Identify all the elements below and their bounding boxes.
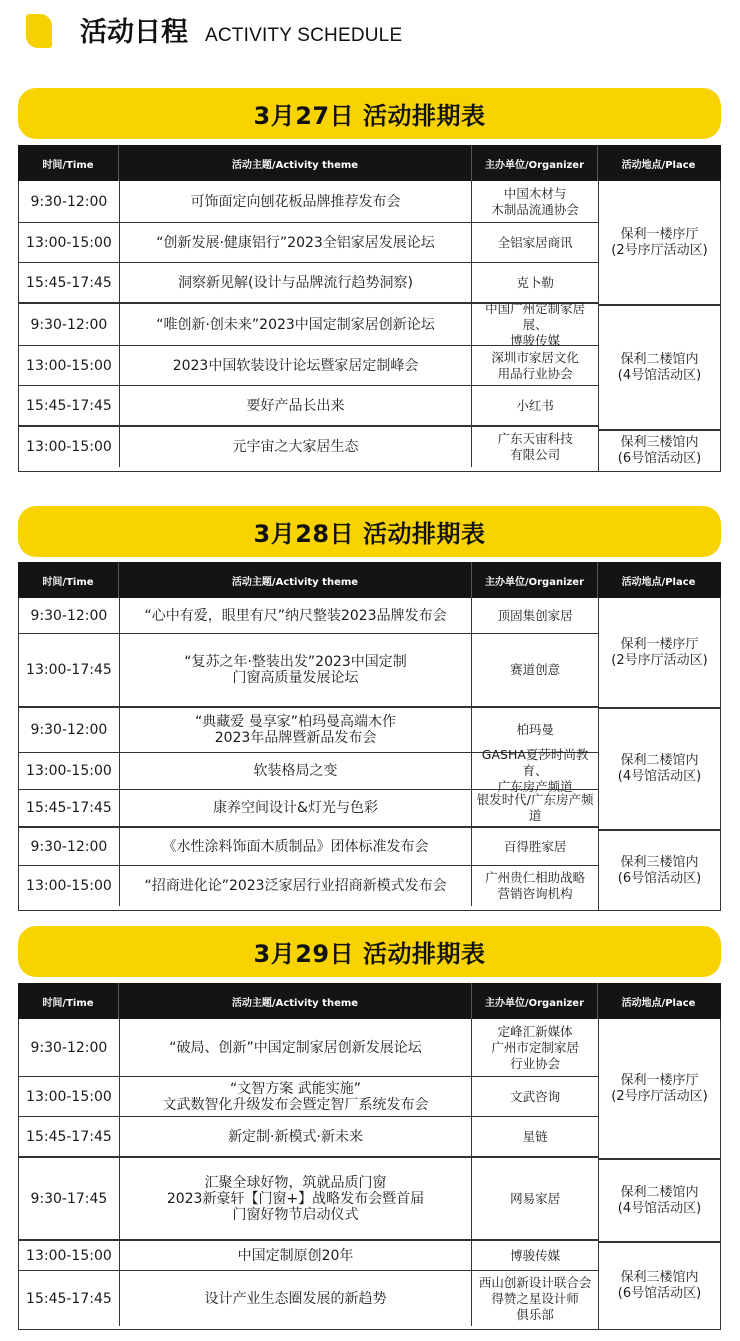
column-header-place: 活动地点/Place <box>621 576 696 588</box>
table-row <box>19 222 598 262</box>
column-header-theme: 活动主题/Activity theme <box>119 145 472 181</box>
time-cell: 13:00-15:00 <box>19 427 120 467</box>
time-cell: 15:45-17:45 <box>19 790 120 826</box>
organizer-cell: 柏玛曼 <box>516 722 554 737</box>
venue-group <box>19 181 598 302</box>
place-cell: 保利二楼馆内 (4号馆活动区) <box>599 1158 720 1241</box>
organizer-cell: 文武咨询 <box>510 1088 561 1104</box>
schedule-rows <box>19 1019 599 1329</box>
venue-group <box>19 1239 598 1326</box>
column-header-place: 活动地点/Place <box>621 159 696 171</box>
organizer-cell: 赛道创意 <box>510 662 561 677</box>
place-cell: 保利一楼序厅 (2号序厅活动区) <box>611 1072 708 1104</box>
table-header <box>18 145 721 181</box>
table-body <box>18 1019 721 1330</box>
place-cell: 保利一楼序厅 (2号序厅活动区) <box>611 226 708 258</box>
venue-group <box>19 1156 598 1239</box>
page-subtitle: ACTIVITY SCHEDULE <box>205 25 403 46</box>
place-column <box>599 598 720 910</box>
schedule-table <box>18 562 721 911</box>
theme-cell: 可饰面定向刨花板品牌推荐发布会 <box>120 181 472 222</box>
column-header-theme: 活动主题/Activity theme <box>119 562 472 598</box>
organizer-cell: 中国木材与 木制品流通协会 <box>491 185 579 217</box>
time-cell: 9:30-12:00 <box>19 598 120 633</box>
table-row <box>19 747 598 794</box>
organizer-cell: 定峰汇新媒体 广州市定制家居 行业协会 <box>491 1023 579 1071</box>
theme-cell: 软装格局之变 <box>120 753 472 789</box>
table-body <box>18 598 721 911</box>
day-banner: 3月27日 活动排期表 <box>18 88 721 139</box>
table-header <box>18 983 721 1019</box>
day-banner: 3月28日 活动排期表 <box>18 506 721 557</box>
column-header-time: 时间/Time <box>18 983 119 1019</box>
place-column <box>599 1019 720 1329</box>
organizer-cell: 星链 <box>522 1128 548 1144</box>
schedule-table <box>18 983 721 1330</box>
place-cell: 保利二楼馆内 (4号馆活动区) <box>599 304 720 429</box>
table-row <box>19 300 598 348</box>
table-row <box>19 385 598 425</box>
place-cell: 保利三楼馆内 (6号馆活动区) <box>599 1241 720 1329</box>
column-header-organizer: 主办单位/Organizer <box>472 983 598 1019</box>
theme-cell: 元宇宙之大家居生态 <box>120 427 472 467</box>
column-header-organizer: 主办单位/Organizer <box>472 562 598 598</box>
time-cell: 13:00-15:00 <box>19 223 120 262</box>
theme-cell: 要好产品长出来 <box>120 386 472 425</box>
table-row <box>19 633 598 706</box>
time-cell: 9:30-17:45 <box>19 1158 120 1239</box>
table-row <box>19 1158 598 1239</box>
theme-cell: 2023中国软装设计论坛暨家居定制峰会 <box>120 346 472 385</box>
page-title: 活动日程 <box>80 17 188 48</box>
theme-cell: 康养空间设计&灯光与色彩 <box>120 790 472 826</box>
column-header-time: 时间/Time <box>18 562 119 598</box>
table-row <box>19 1019 598 1076</box>
venue-group <box>19 302 598 425</box>
table-row <box>19 828 598 865</box>
time-cell: 9:30-12:00 <box>19 1019 120 1076</box>
table-row <box>19 1116 598 1156</box>
organizer-cell: 广东天宙科技 有限公司 <box>497 431 573 462</box>
page-header <box>0 0 740 72</box>
yellow-tab-icon <box>26 14 52 48</box>
schedule-table <box>18 145 721 472</box>
organizer-cell: GASHA夏莎时尚教育、 广东房产频道 <box>481 747 589 794</box>
time-cell: 15:45-17:45 <box>19 1271 120 1326</box>
organizer-cell: 顶固集创家居 <box>497 607 573 623</box>
time-cell: 13:00-15:00 <box>19 753 120 789</box>
theme-cell: “唯创新·创未来”2023中国定制家居创新论坛 <box>120 304 472 345</box>
theme-cell: “典藏爱 曼享家”柏玛曼高端木作 2023年品牌暨新品发布会 <box>120 708 472 752</box>
place-cell: 保利二楼馆内 (4号馆活动区) <box>599 707 720 829</box>
table-row <box>19 345 598 385</box>
theme-cell: 中国定制原创20年 <box>120 1241 472 1270</box>
organizer-cell: 西山创新设计联合会 得赞之星设计师 俱乐部 <box>478 1274 592 1322</box>
organizer-cell: 博骏传媒 <box>510 1247 561 1263</box>
theme-cell: “招商进化论”2023泛家居行业招商新模式发布会 <box>120 866 472 906</box>
time-cell: 13:00-15:00 <box>19 1077 120 1116</box>
table-row <box>19 789 598 826</box>
theme-cell: 新定制·新模式·新未来 <box>120 1117 472 1156</box>
theme-cell: “破局、创新”中国定制家居创新发展论坛 <box>120 1019 472 1076</box>
table-row <box>19 181 598 222</box>
place-cell: 保利三楼馆内 (6号馆活动区) <box>599 429 720 471</box>
theme-cell: “创新发展·健康铝行”2023全铝家居发展论坛 <box>120 223 472 262</box>
venue-group <box>19 598 598 706</box>
theme-cell: “心中有爱，眼里有尺”纳尺整装2023品牌发布会 <box>120 598 472 633</box>
column-header-theme: 活动主题/Activity theme <box>119 983 472 1019</box>
place-cell: 保利一楼序厅 (2号序厅活动区) <box>611 636 708 668</box>
table-row <box>19 1076 598 1116</box>
time-cell: 9:30-12:00 <box>19 181 120 222</box>
time-cell: 9:30-12:00 <box>19 708 120 752</box>
venue-group <box>19 425 598 467</box>
organizer-cell: 小红书 <box>516 397 554 413</box>
organizer-cell: 银发时代/广东房产频道 <box>476 792 594 823</box>
organizer-cell: 克卜勒 <box>516 274 554 290</box>
table-row <box>19 1241 598 1270</box>
theme-cell: “复苏之年·整装出发”2023中国定制 门窗高质量发展论坛 <box>120 634 472 706</box>
organizer-cell: 网易家居 <box>510 1190 561 1206</box>
organizer-cell: 广州贵仁相助战略 营销咨询机构 <box>485 870 586 901</box>
place-cell: 保利三楼馆内 (6号馆活动区) <box>599 829 720 910</box>
table-row <box>19 865 598 906</box>
schedule-rows <box>19 181 599 471</box>
organizer-cell: 深圳市家居文化 用品行业协会 <box>491 349 579 381</box>
time-cell: 13:00-17:45 <box>19 634 120 706</box>
theme-cell: “文智方案 武能实施” 文武数智化升级发布会暨定智厂系统发布会 <box>120 1077 472 1116</box>
theme-cell: 《水性涂料饰面木质制品》团体标准发布会 <box>120 828 472 865</box>
time-cell: 15:45-17:45 <box>19 263 120 302</box>
venue-group <box>19 706 598 826</box>
time-cell: 15:45-17:45 <box>19 386 120 425</box>
time-cell: 13:00-15:00 <box>19 1241 120 1270</box>
column-header-place: 活动地点/Place <box>621 997 696 1009</box>
time-cell: 9:30-12:00 <box>19 828 120 865</box>
table-row <box>19 1270 598 1326</box>
organizer-cell: 全铝家居商讯 <box>497 234 573 250</box>
organizer-cell: 中国广州定制家居展、 博骏传媒 <box>485 300 586 348</box>
theme-cell: 设计产业生态圈发展的新趋势 <box>120 1271 472 1326</box>
theme-cell: 洞察新见解(设计与品牌流行趋势洞察) <box>120 263 472 302</box>
place-column <box>599 181 720 471</box>
organizer-cell: 百得胜家居 <box>503 838 567 854</box>
table-row <box>19 427 598 467</box>
table-row <box>19 262 598 302</box>
table-body <box>18 181 721 472</box>
time-cell: 9:30-12:00 <box>19 304 120 345</box>
time-cell: 13:00-15:00 <box>19 346 120 385</box>
day-banner: 3月29日 活动排期表 <box>18 926 721 977</box>
table-row <box>19 598 598 633</box>
time-cell: 13:00-15:00 <box>19 866 120 906</box>
venue-group <box>19 826 598 906</box>
schedule-rows <box>19 598 599 910</box>
column-header-time: 时间/Time <box>18 145 119 181</box>
theme-cell: 汇聚全球好物，筑就品质门窗 2023新豪轩【门窗+】战略发布会暨首届 门窗好物节启动仪式 <box>120 1158 472 1239</box>
time-cell: 15:45-17:45 <box>19 1117 120 1156</box>
table-header <box>18 562 721 598</box>
venue-group <box>19 1019 598 1156</box>
column-header-organizer: 主办单位/Organizer <box>472 145 598 181</box>
table-row <box>19 708 598 752</box>
